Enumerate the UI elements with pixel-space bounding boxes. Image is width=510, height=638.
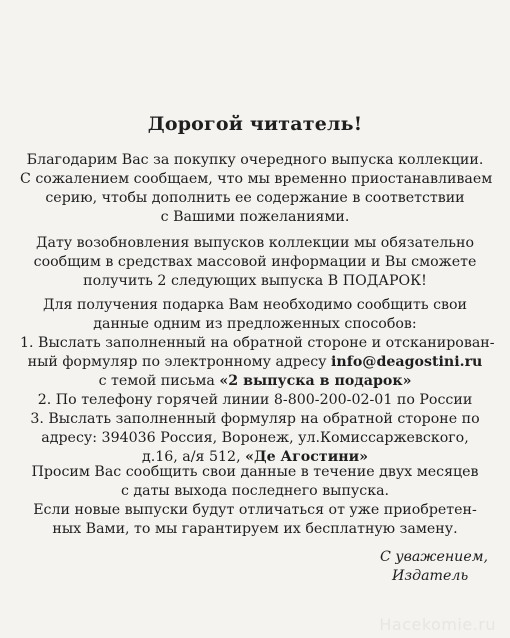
text-fragment: д.16, а/я 512, <box>141 449 246 465</box>
text-line: Просим Вас сообщить свои данные в течение двух месяцев <box>31 464 479 480</box>
method-1-line-3 <box>20 372 490 391</box>
signature-closing: С уважением, <box>380 549 488 565</box>
method-2-line: 2. По телефону горячей линии 8-800-200-02-01 по России <box>37 392 473 408</box>
text-fragment: ный формуляр по электронному адресу <box>27 354 332 370</box>
text-line: С сожалением сообщаем, что мы временно приостанавливаем <box>20 171 493 187</box>
text-fragment: с темой письма <box>98 373 220 389</box>
company-name: «Де Агостини» <box>245 449 368 465</box>
text-line: Дату возобновления выпусков коллекции мы обязательно <box>35 235 475 251</box>
text-line: с даты выхода последнего выпуска. <box>120 483 390 499</box>
paragraph-deadline <box>20 463 490 539</box>
text-line: Для получения подарка Вам необходимо сообщить свои <box>42 297 468 313</box>
signature-name: Издатель <box>392 568 469 584</box>
text-line: серию, чтобы дополнить ее содержание в соответствии <box>45 190 465 206</box>
email-address: info@deagostini.ru <box>331 354 483 370</box>
text-line: Благодарим Вас за покупку очередного выпуска коллекции. <box>26 152 484 168</box>
method-3-line-1: 3. Выслать заполненный формуляр на обратной стороне по <box>30 411 480 427</box>
text-line: с Вашими пожеланиями. <box>160 209 350 225</box>
letter-title: Дорогой читатель! <box>147 113 363 135</box>
method-3-line-2: адресу: 394036 Россия, Воронеж, ул.Комиссаржевского, <box>41 430 469 446</box>
signature <box>380 548 488 586</box>
text-line: данные одним из предложенных способов: <box>93 316 417 332</box>
method-1-line-1: 1. Выслать заполненный на обратной стороне и отсканирован- <box>20 335 495 351</box>
text-line: Если новые выпуски будут отличаться от уже приобретен- <box>33 502 477 518</box>
paragraph-resume-date <box>20 234 490 291</box>
text-line: получить 2 следующих выпуска В ПОДАРОК! <box>83 273 427 289</box>
paragraph-thanks <box>20 151 493 227</box>
method-1-line-2 <box>20 353 490 372</box>
paragraph-gift-instructions <box>20 296 495 467</box>
text-line: сообщим в средствах массовой информации и Вы сможете <box>33 254 477 270</box>
text-line: ных Вами, то мы гарантируем их бесплатную замену. <box>52 521 458 537</box>
watermark: Hacekomie.ru <box>379 615 496 634</box>
email-subject: «2 выпуска в подарок» <box>219 373 412 389</box>
